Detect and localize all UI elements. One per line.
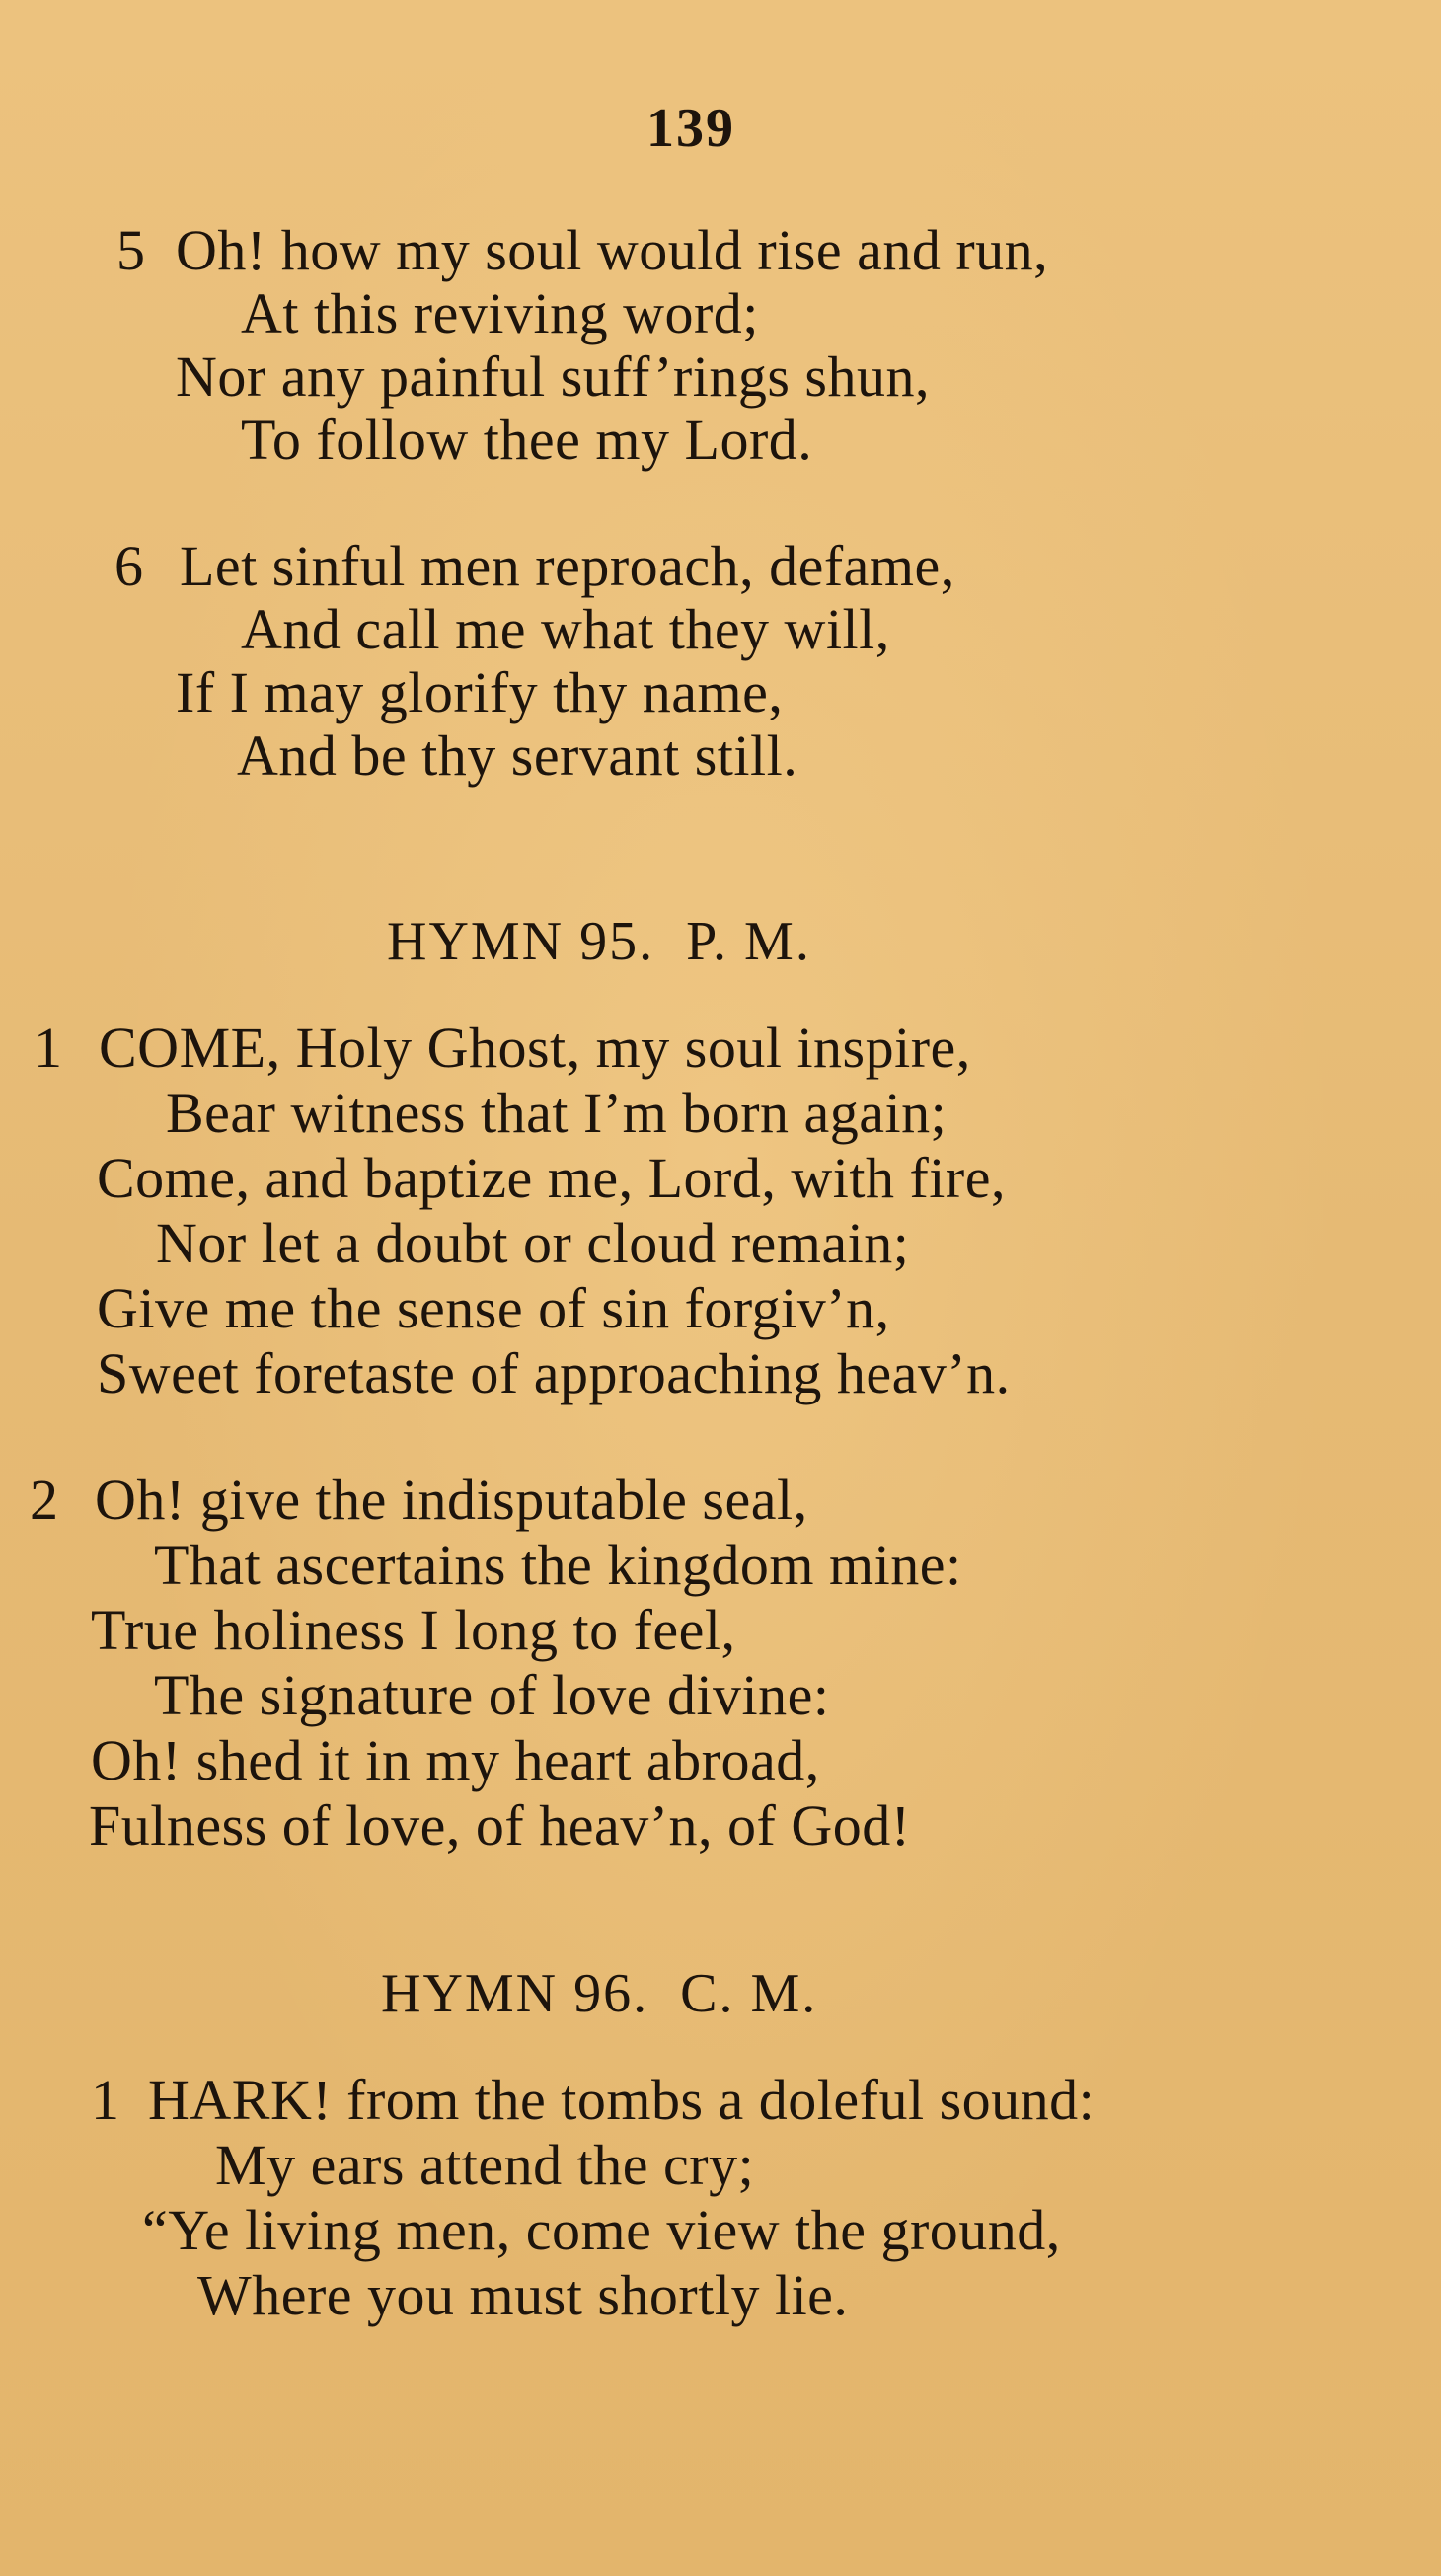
verse-line: Bear witness that I’m born again; — [166, 1081, 948, 1145]
stanza-number: 2 — [30, 1468, 58, 1532]
verse-line: And be thy servant still. — [237, 723, 798, 788]
verse-line: To follow thee my Lord. — [241, 408, 813, 472]
verse-line: Fulness of love, of heav’n, of God! — [89, 1793, 911, 1857]
hymn-heading: HYMN 96. C. M. — [381, 1963, 818, 2024]
stanza-number: 5 — [116, 218, 145, 282]
verse-line: At this reviving word; — [241, 281, 759, 345]
verse-line: Nor any painful suff’rings shun, — [176, 344, 930, 409]
stanza-number: 1 — [34, 1016, 62, 1080]
stanza-number: 6 — [114, 534, 143, 598]
verse-line: HARK! from the tombs a doleful sound: — [148, 2068, 1096, 2132]
verse-line: “Ye living men, come view the ground, — [142, 2198, 1061, 2262]
page-number: 139 — [646, 98, 735, 159]
verse-line: Come, and baptize me, Lord, with fire, — [97, 1146, 1006, 1210]
verse-line: And call me what they will, — [241, 597, 890, 661]
stanza-number: 1 — [91, 2068, 119, 2132]
verse-line: Oh! how my soul would rise and run, — [176, 218, 1049, 282]
verse-line: COME, Holy Ghost, my soul inspire, — [99, 1016, 971, 1080]
verse-line: That ascertains the kingdom mine: — [154, 1533, 962, 1597]
verse-line: Give me the sense of sin forgiv’n, — [97, 1276, 890, 1340]
verse-line: Oh! shed it in my heart abroad, — [91, 1728, 820, 1792]
verse-line: If I may glorify thy name, — [176, 660, 784, 724]
verse-line: Where you must shortly lie. — [197, 2263, 849, 2327]
verse-line: Oh! give the indisputable seal, — [95, 1468, 808, 1532]
verse-line: Sweet foretaste of approaching heav’n. — [97, 1341, 1011, 1405]
verse-line: The signature of love divine: — [154, 1663, 830, 1727]
verse-line: My ears attend the cry; — [215, 2133, 755, 2197]
verse-line: Nor let a doubt or cloud remain; — [156, 1211, 910, 1275]
verse-line: True holiness I long to feel, — [91, 1598, 736, 1662]
verse-line: Let sinful men reproach, defame, — [180, 534, 955, 598]
hymn-heading: HYMN 95. P. M. — [387, 911, 811, 972]
